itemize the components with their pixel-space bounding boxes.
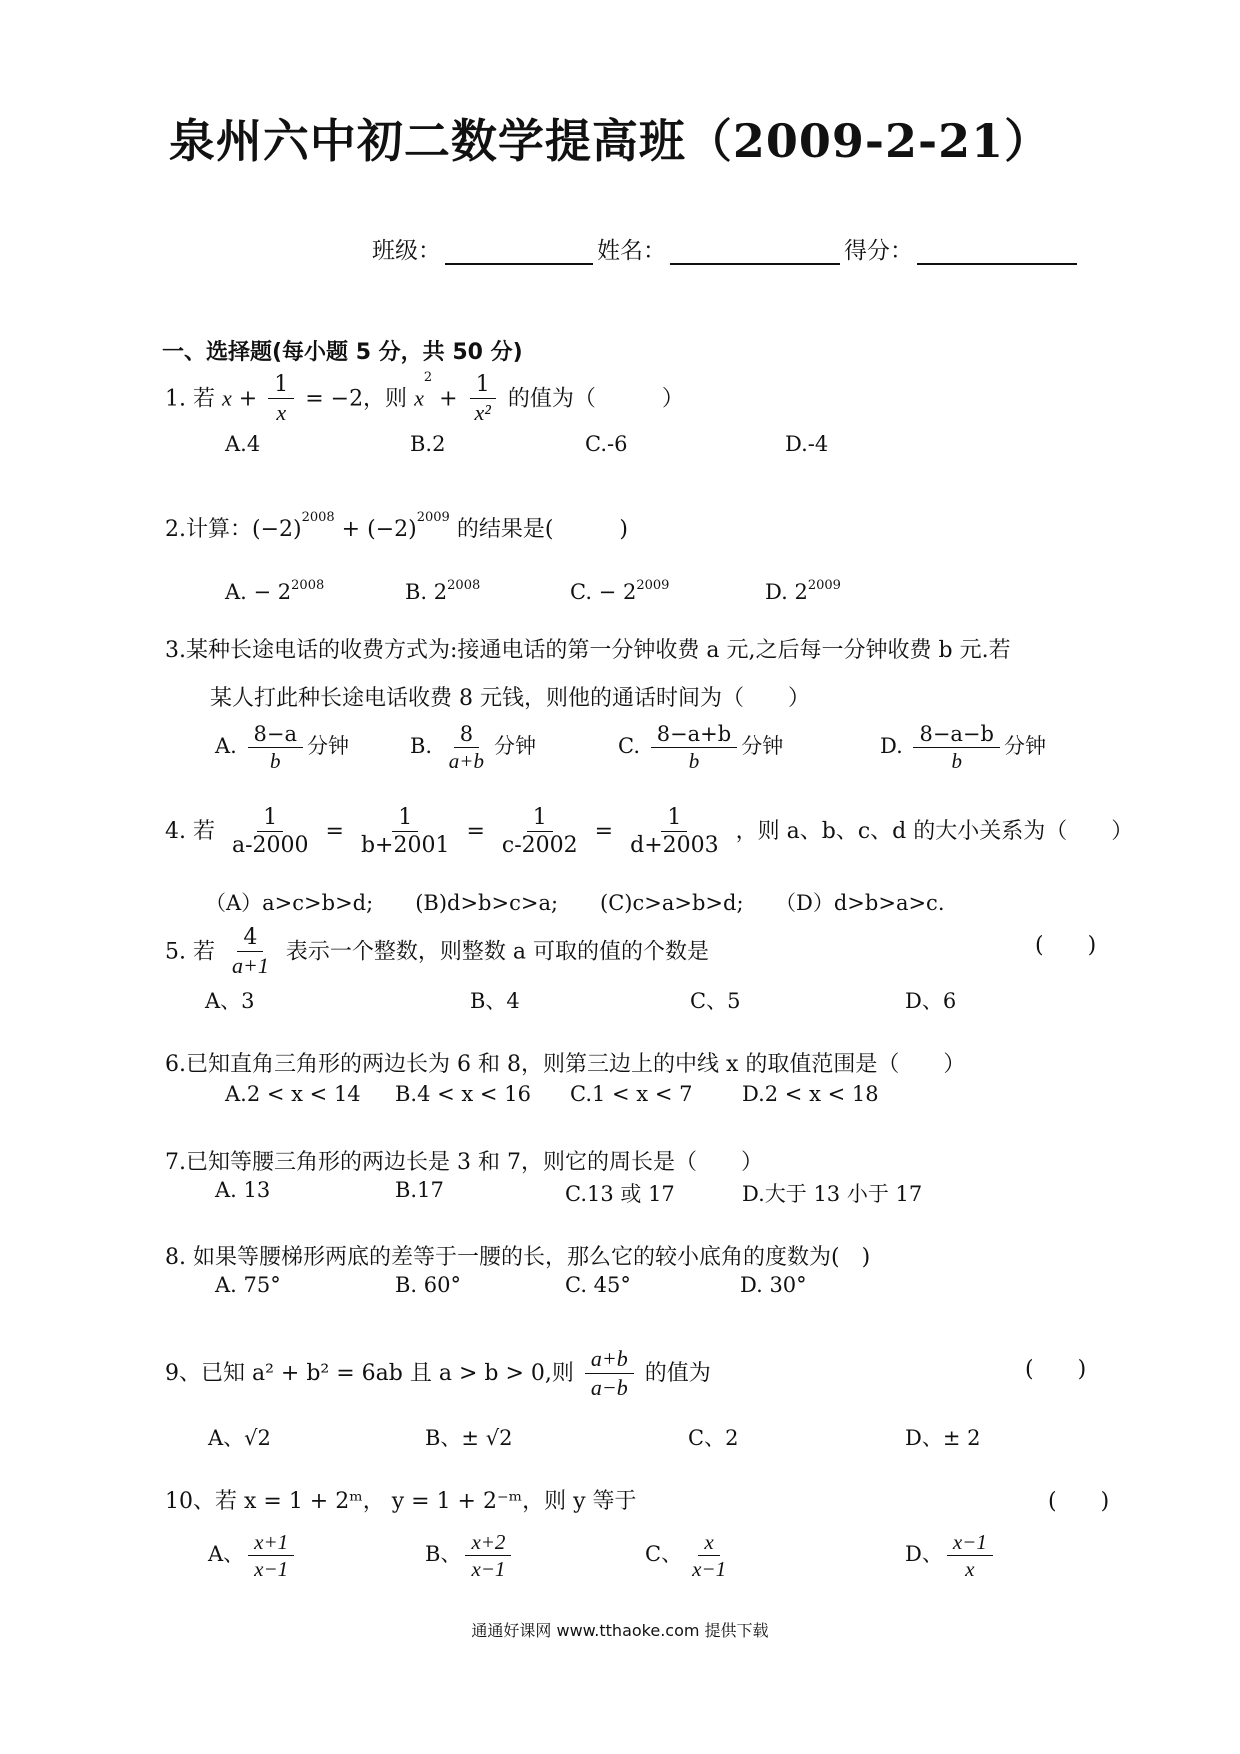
q6-option-c[interactable]: C.1 < x < 7 [570,1082,693,1106]
q10-option-d[interactable]: D、 $\frac{x-1}{x}$ [905,1530,997,1581]
q9-option-c[interactable]: C、2 [688,1426,739,1450]
q7-option-c[interactable]: C.13 或 17 [565,1182,675,1206]
section-heading: 一、选择题(每小题 5 分，共 50 分) [162,340,523,365]
question-7: 7.已知等腰三角形的两边长是 3 和 7，则它的周长是（ ） [165,1150,763,1175]
q8-option-c[interactable]: C. 45° [565,1273,631,1297]
question-3-line-2: 某人打此种长途电话收费 8 元钱，则他的通话时间为（ ） [210,686,810,711]
q1-option-d[interactable]: D.-4 [785,432,829,456]
score-blank[interactable] [917,239,1077,265]
question-10: 10、若 x = 1 + 2ᵐ， y = 1 + 2⁻ᵐ，则 y 等于 [165,1489,637,1514]
q8-option-a[interactable]: A. 75° [215,1273,281,1297]
q2-option-b[interactable]: B. $2^{2008}$ [405,578,481,604]
fraction: $\frac{1}{\text{x²}}$ [469,372,497,427]
q10-option-a[interactable]: A、 $\frac{x+1}{x-1}$ [208,1530,298,1581]
q7-option-b[interactable]: B.17 [395,1178,444,1202]
q3-option-a[interactable]: A. $\frac{8-a}{b}$ 分钟 [215,722,350,774]
q7-option-d[interactable]: D.大于 13 小于 17 [742,1182,923,1206]
q10-option-b[interactable]: B、 $\frac{x+2}{x-1}$ [425,1530,515,1581]
q8-option-d[interactable]: D. 30° [740,1273,807,1297]
student-info-row [372,232,1081,265]
name-blank[interactable] [670,239,840,265]
question-8: 8. 如果等腰梯形两底的差等于一腰的长，那么它的较小底角的度数为( ) [165,1245,871,1270]
question-text: = −2，则 [305,386,408,412]
q7-option-a[interactable]: A. 13 [215,1178,271,1202]
q5-option-c[interactable]: C、5 [690,989,741,1013]
q6-option-b[interactable]: B.4 < x < 16 [395,1082,531,1106]
q8-option-b[interactable]: B. 60° [395,1273,462,1297]
q6-option-a[interactable]: A.2 < x < 14 [225,1082,361,1106]
q5-option-d[interactable]: D、6 [905,989,957,1013]
answer-paren[interactable]: ( ) [1035,933,1097,958]
q3-option-b[interactable]: B. $\frac{8}{a+b}$ 分钟 [410,722,536,774]
question-2: 2.计算：$(-2)^{2008} + (-2)^{2009}$ 的结果是( ) [165,510,628,542]
q9-option-d[interactable]: D、± 2 [905,1426,981,1450]
q2-option-c[interactable]: C. − $2^{2009}$ [570,578,670,604]
fraction: $\frac{1}{x}$ [268,372,294,427]
q4-options[interactable]: （A）a>c>b>d; (B)d>b>c>a; (C)c>a>b>d; （D）d>b>a>c. [205,891,945,915]
question-4: 4. 若 $\frac{1}{a-2000}$ = $\frac{1}{b+2001}$ = $\frac{1}{c-2002}$ = $\frac{1}{d+2003}$ ，则 a、b、c、d 的大小关系为（ ） [165,805,1134,859]
question-5: 5. 若 $\frac{4}{a+1}$ 表示一个整数，则整数 a 可取的值的个数是 [165,925,709,979]
footer-text: 通通好课网 www.tthaoke.com 提供下载 [471,1621,769,1640]
question-3-line-1: 3.某种长途电话的收费方式为:接通电话的第一分钟收费 a 元,之后每一分钟收费 b 元.若 [165,638,1011,663]
question-6: 6.已知直角三角形的两边长为 6 和 8，则第三边上的中线 x 的取值范围是（ ） [165,1052,966,1077]
q1-option-b[interactable]: B.2 [410,432,446,456]
question-text: 的值为（ ） [507,386,684,412]
page-title: 泉州六中初二数学提高班（2009-2-21） [168,114,1052,168]
question-number: 1. [165,386,186,412]
q2-option-a[interactable]: A. − $2^{2008}$ [225,578,325,604]
q9-option-b[interactable]: B、± √2 [425,1426,513,1450]
score-label: 得分： [844,238,913,264]
q1-option-c[interactable]: C.-6 [585,432,628,456]
q5-option-a[interactable]: A、3 [205,989,255,1013]
name-label: 姓名： [597,238,666,264]
answer-paren[interactable]: ( ) [1025,1357,1087,1382]
q10-option-c[interactable]: C、 $\frac{x}{x-1}$ [645,1530,727,1582]
class-blank[interactable] [445,239,593,265]
question-text: 若 [193,386,216,412]
question-1: 1. 若 x + $\frac{1}{x}$ = −2，则 $x^2$ + $\frac{1}{\text{x²}}$ 的值为（ ） [165,370,684,426]
q6-option-d[interactable]: D.2 < x < 18 [742,1082,879,1106]
q3-option-d[interactable]: D. $\frac{8-a-b}{b}$ 分钟 [880,722,1046,774]
answer-paren[interactable]: ( ) [1048,1489,1110,1514]
q2-option-d[interactable]: D. $2^{2009}$ [765,578,841,604]
q1-option-a[interactable]: A.4 [225,432,261,456]
q3-option-c[interactable]: C. $\frac{8-a+b}{b}$ 分钟 [618,722,784,774]
question-9: 9、已知 a² + b² = 6ab 且 a > b > 0,则 $\frac{a+b}{a-b}$ 的值为 [165,1346,711,1401]
q9-option-a[interactable]: A、√2 [208,1426,271,1450]
class-label: 班级： [372,238,441,264]
q5-option-b[interactable]: B、4 [470,989,520,1013]
